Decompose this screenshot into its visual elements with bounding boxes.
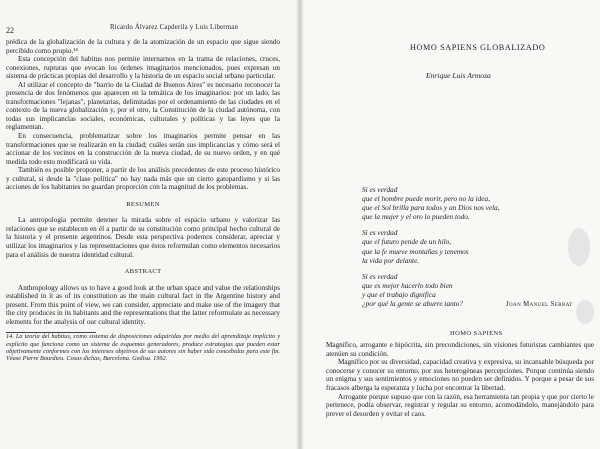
poem-stanza	[362, 185, 592, 221]
poem-line: que el futuro pende de un hilo,	[362, 237, 452, 247]
scan-smudge	[576, 300, 594, 324]
article-title: HOMO SAPIENS GLOBALIZADO	[410, 43, 546, 52]
article-author: Enrique Luis Armoza	[426, 71, 491, 80]
section-heading: HOMO SAPIENS	[450, 330, 503, 337]
poem-line: que el Sol brilla para todos y un Dios nos vela,	[362, 203, 500, 213]
scan-smudge	[568, 228, 590, 266]
poem-line: y que el trabajo dignifica	[362, 289, 436, 299]
right-text-column	[326, 341, 594, 418]
poem-line: que el hombre puede morir, pero no la idea,	[362, 194, 490, 204]
poem-line: Si es verdad	[362, 271, 398, 281]
abstract-text: Anthropology allows us to have a good look at the urban space and value the relationships established in it as of its constitution as the main cultural fact in the Argentine history and present. From this point of view, we can consider, appreciate and make use of the imagery that the city produces in its habitants and the representations that the latter reformulate as necessary elements for the analysis of our cultural identity.	[6, 283, 280, 326]
epigraph-poem	[362, 185, 592, 315]
poem-line: que la fe mueve montañas y tenemos	[362, 246, 469, 256]
poem-line: Si es verdad	[362, 185, 398, 194]
poem-line: que es mejor hacerlo todo bien	[362, 280, 453, 290]
book-gutter	[296, 0, 304, 449]
paragraph: prédica de la globalización de la cultura y de la atomización de un espacio que sigue siendo percibido como propio.¹⁴	[6, 38, 280, 55]
resumen-text: La antropología permite detener la mirada sobre el espacio urbano y valorizar las relaciones que se establecen en él a partir de su constitución como principal hecho cultural de la historia y el presente argentinos. Desde esta perspectiva podemos considerar, apreciar y utilizar los imaginarios y las representaciones que éstos reformulan como elementos necesarios para el análisis de nuestra identidad cultural.	[6, 216, 280, 259]
poem-line: la vida por delante.	[362, 255, 420, 265]
paragraph: En consecuencia, problematizar sobre los imaginarios permite pensar en las transformaciones que se realizarán en la ciudad; cuáles serán sus implicancias y cómo será el accionar de los vecinos en la construcción de la nueva ciudad, de su nuevo orden, y en qué medida todo esto modificará su vida.	[6, 132, 280, 166]
paragraph: Magnífico por su diversidad, capacidad creativa y expresiva, su incansable búsqueda por conocerse y conocer su entorno, por sus heterogéneas percepciones. Porque continúa siendo un enigma y sus sentimientos y emociones no pueden ser definidos. Y porque a pesar de sus fracasos alberga la esperanza y lucha por encontrar la libertad.	[326, 358, 594, 392]
resumen-heading: RESUMEN	[126, 200, 160, 208]
poem-stanza	[362, 228, 592, 264]
footnote: 14. La teoría del habitus, como sistema de disposiciones adquiridas por medio del aprendizaje implícito y explícito que funciona como un sistema de esquemas generadores, produce estrategias que pueden estar objetivamente conformes con los intereses objetivos de sus autores sin haber sido concebidas para este fin. Véase Pierre Bourdieu. Cosas dichas, Barcelona. Gedisa. 1992.	[6, 333, 280, 363]
poem-line: ¿por qué la gente se aburre tanto?	[362, 299, 464, 309]
poem-author: Joan Manuel Serrat	[506, 301, 573, 308]
paragraph: Esta concepción del habitus nos permite internarnos en la trama de relaciones, cruces, conexiones, rupturas que evocan los órdenes imaginarios mencionados, pues expresan un sistema de prácticas propias del desarrollo y la historia de un espacio social urbano particular.	[6, 55, 280, 81]
running-head: Ricardo Álvarez Capderila y Luis Liberman	[110, 24, 239, 31]
paragraph: También es posible proponer, a partir de los análisis precedentes de este proceso histórico y cultural, si desde la "clase política" no hay nada más que un cierto gatopardismo y si las acciones de los habitantes no guardan proporción con la magnitud de los problemas.	[6, 166, 280, 192]
paragraph: Al utilizar el concepto de "barrio de la Ciudad de Buenos Aires" es necesario reconocer la presencia de dos fenómenos que aparecen en la temática de los imaginarios: por un lado, las transformaciones "lejanas", planetarias, delimitadas por el ordenamiento de las ciudades en el contexto de la nueva globalización y, por el otro, la Constitución de la ciudad autónoma, con todas sus implicancias sociales, económicas, culturales y políticas y las leyes que la reglamentan.	[6, 80, 280, 132]
abstract-heading: ABSTRACT	[124, 268, 162, 276]
page-number: 22	[6, 26, 14, 35]
left-text-column	[6, 38, 280, 363]
poem-line: que la mujer y el oro lo pueden todo.	[362, 212, 470, 222]
right-page	[300, 0, 600, 449]
paragraph: Arrogante porque supuso que con la razón, esa herramienta tan propia y que por cierto le pertenece, podía observar, registrar y regular su entorno, acomodándolo, manejándolo para prever el desorden y evitar el caos.	[326, 392, 594, 418]
paragraph: Magnífico, arrogante e hipócrita, sin precondiciones, sin visiones futuristas cambiantes que atenúen su condición.	[326, 341, 594, 358]
poem-line: Si es verdad	[362, 228, 398, 238]
